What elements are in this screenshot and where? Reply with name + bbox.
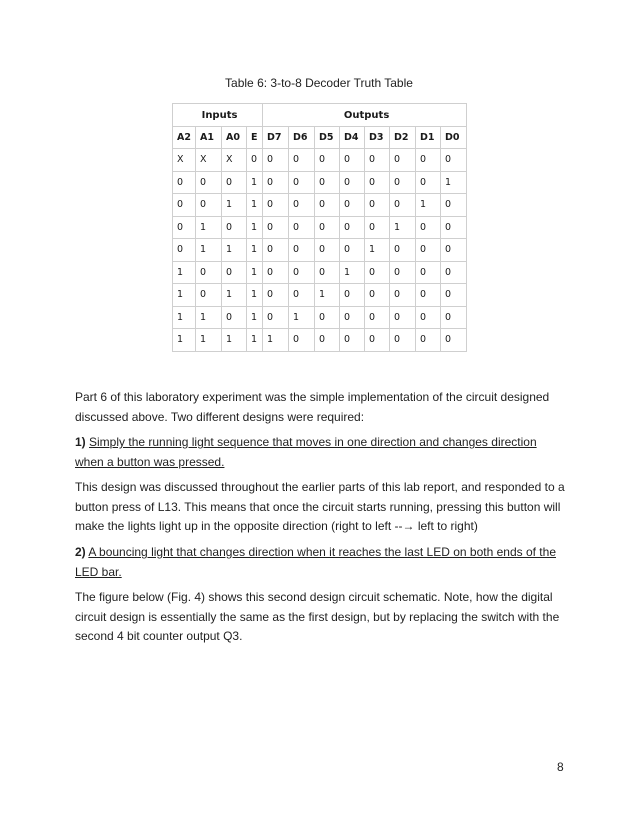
table-cell: 0 (315, 306, 340, 329)
table-cell: 0 (173, 171, 196, 194)
table-cell: 0 (196, 194, 222, 217)
table-cell: X (222, 149, 247, 172)
table-cell: 0 (222, 261, 247, 284)
table-cell: 0 (289, 149, 315, 172)
table-cell: 0 (441, 216, 467, 239)
column-header-d7: D7 (263, 127, 289, 149)
table-cell: 0 (263, 284, 289, 307)
table-cell: 0 (222, 306, 247, 329)
table-cell: 0 (263, 216, 289, 239)
table-cell: X (196, 149, 222, 172)
table-cell: 0 (315, 149, 340, 172)
table-row (173, 329, 467, 352)
table-cell: 1 (289, 306, 315, 329)
table-cell: 1 (173, 261, 196, 284)
table-cell: 0 (390, 194, 416, 217)
table-cell: 0 (340, 171, 365, 194)
table-cell: 0 (340, 239, 365, 262)
table-cell: 1 (247, 261, 263, 284)
table-cell: 0 (365, 261, 390, 284)
table-cell: 1 (441, 171, 467, 194)
table-cell: 0 (441, 261, 467, 284)
table-cell: 1 (247, 194, 263, 217)
table-cell: 1 (196, 239, 222, 262)
table-cell: 0 (441, 306, 467, 329)
table-cell: 1 (247, 239, 263, 262)
column-header-d5: D5 (315, 127, 340, 149)
table-cell: 0 (340, 284, 365, 307)
paragraph-item2-description: The figure below (Fig. 4) shows this second design circuit schematic. Note, how the digital circuit design is essentially the same as the first design, but by replacing the switch with the second 4 bit counter output Q3. (75, 590, 560, 643)
table-cell: 1 (196, 306, 222, 329)
paragraph-intro: Part 6 of this laboratory experiment was the simple implementation of the circuit designed discussed above. Two different designs were required: (75, 390, 550, 424)
table-cell: 0 (247, 149, 263, 172)
column-header-d3: D3 (365, 127, 390, 149)
column-header-d2: D2 (390, 127, 416, 149)
table-cell: 0 (441, 194, 467, 217)
table-cell: 1 (173, 329, 196, 352)
table-group-header-row (173, 104, 467, 127)
table-cell: 0 (441, 329, 467, 352)
table-cell: 0 (416, 261, 441, 284)
table-cell: 1 (340, 261, 365, 284)
truth-table (172, 103, 467, 352)
table-row (173, 284, 467, 307)
table-cell: 0 (263, 149, 289, 172)
table-cell: 1 (247, 284, 263, 307)
table-cell: 0 (222, 216, 247, 239)
table-cell: 0 (416, 306, 441, 329)
table-cell: 0 (289, 239, 315, 262)
table-cell: 1 (390, 216, 416, 239)
table-cell: 1 (222, 329, 247, 352)
table-cell: 1 (416, 194, 441, 217)
table-cell: 0 (416, 171, 441, 194)
column-header-a0: A0 (222, 127, 247, 149)
table-cell: X (173, 149, 196, 172)
table-cell: 0 (173, 194, 196, 217)
table-cell: 0 (196, 171, 222, 194)
table-cell: 0 (365, 329, 390, 352)
table-cell: 0 (365, 171, 390, 194)
column-header-d1: D1 (416, 127, 441, 149)
table-cell: 0 (416, 284, 441, 307)
table-cell: 0 (289, 261, 315, 284)
table-cell: 0 (340, 329, 365, 352)
table-cell: 0 (315, 171, 340, 194)
table-row (173, 216, 467, 239)
table-cell: 0 (196, 261, 222, 284)
table-cell: 0 (315, 194, 340, 217)
table-cell: 1 (173, 306, 196, 329)
column-header-d6: D6 (289, 127, 315, 149)
item-heading: Simply the running light sequence that moves in one direction and changes direction when a button was pressed. (75, 435, 537, 469)
table-cell: 0 (263, 306, 289, 329)
table-cell: 0 (390, 306, 416, 329)
table-cell: 0 (365, 306, 390, 329)
table-cell: 0 (173, 216, 196, 239)
table-cell: 1 (247, 306, 263, 329)
column-header-a2: A2 (173, 127, 196, 149)
item-number: 1) (75, 435, 86, 449)
table-cell: 0 (441, 239, 467, 262)
column-header-a1: A1 (196, 127, 222, 149)
table-body (173, 149, 467, 352)
table-cell: 0 (390, 284, 416, 307)
list-item-2 (75, 543, 565, 582)
table-cell: 1 (173, 284, 196, 307)
table-cell: 0 (196, 284, 222, 307)
table-cell: 0 (441, 284, 467, 307)
paragraph-item1-description: This design was discussed throughout the earlier parts of this lab report, and responded to a button press of L13. This means that once the circuit starts running, pressing this button will make the lights light up in the opposite direction (right to left --→ left to right) (75, 480, 565, 533)
table-cell: 0 (173, 239, 196, 262)
item-heading: A bouncing light that changes direction when it reaches the last LED on both ends of the LED bar. (75, 545, 556, 579)
table-cell: 0 (263, 171, 289, 194)
table-cell: 0 (263, 194, 289, 217)
table-caption: Table 6: 3-to-8 Decoder Truth Table (225, 76, 413, 90)
column-header-d4: D4 (340, 127, 365, 149)
table-cell: 0 (416, 149, 441, 172)
table-row (173, 239, 467, 262)
table-cell: 0 (315, 216, 340, 239)
table-cell: 1 (247, 216, 263, 239)
table-cell: 0 (390, 171, 416, 194)
table-cell: 0 (365, 216, 390, 239)
table-cell: 0 (289, 284, 315, 307)
table-cell: 0 (315, 261, 340, 284)
table-cell: 0 (289, 171, 315, 194)
list-item-1 (75, 433, 565, 472)
table-cell: 0 (365, 194, 390, 217)
table-cell: 0 (315, 329, 340, 352)
table-cell: 0 (340, 149, 365, 172)
table-cell: 0 (222, 171, 247, 194)
table-cell: 0 (340, 194, 365, 217)
table-cell: 0 (315, 239, 340, 262)
table-row (173, 261, 467, 284)
table-cell: 0 (289, 329, 315, 352)
table-cell: 0 (263, 239, 289, 262)
table-cell: 0 (340, 306, 365, 329)
table-cell: 1 (315, 284, 340, 307)
table-cell: 0 (365, 284, 390, 307)
group-header-inputs: Inputs (173, 104, 263, 127)
table-cell: 1 (247, 171, 263, 194)
table-cell: 0 (416, 329, 441, 352)
table-cell: 0 (263, 261, 289, 284)
table-column-header-row (173, 127, 467, 149)
table-cell: 1 (196, 329, 222, 352)
table-cell: 0 (416, 239, 441, 262)
table-cell: 1 (222, 239, 247, 262)
table-cell: 1 (263, 329, 289, 352)
table-cell: 0 (289, 194, 315, 217)
table-row (173, 194, 467, 217)
table-row (173, 149, 467, 172)
table-cell: 0 (340, 216, 365, 239)
item-number: 2) (75, 545, 86, 559)
page-number: 8 (557, 760, 564, 774)
table-cell: 0 (390, 329, 416, 352)
table-cell: 1 (365, 239, 390, 262)
table-cell: 0 (390, 239, 416, 262)
table-cell: 0 (441, 149, 467, 172)
table-row (173, 171, 467, 194)
table-cell: 1 (222, 284, 247, 307)
table-cell: 0 (416, 216, 441, 239)
table-cell: 0 (365, 149, 390, 172)
group-header-outputs: Outputs (263, 104, 467, 127)
table-cell: 1 (196, 216, 222, 239)
column-header-d0: D0 (441, 127, 467, 149)
table-cell: 1 (222, 194, 247, 217)
table-row (173, 306, 467, 329)
table-cell: 0 (390, 149, 416, 172)
table-cell: 0 (289, 216, 315, 239)
column-header-e: E (247, 127, 263, 149)
table-cell: 0 (390, 261, 416, 284)
table-cell: 1 (247, 329, 263, 352)
